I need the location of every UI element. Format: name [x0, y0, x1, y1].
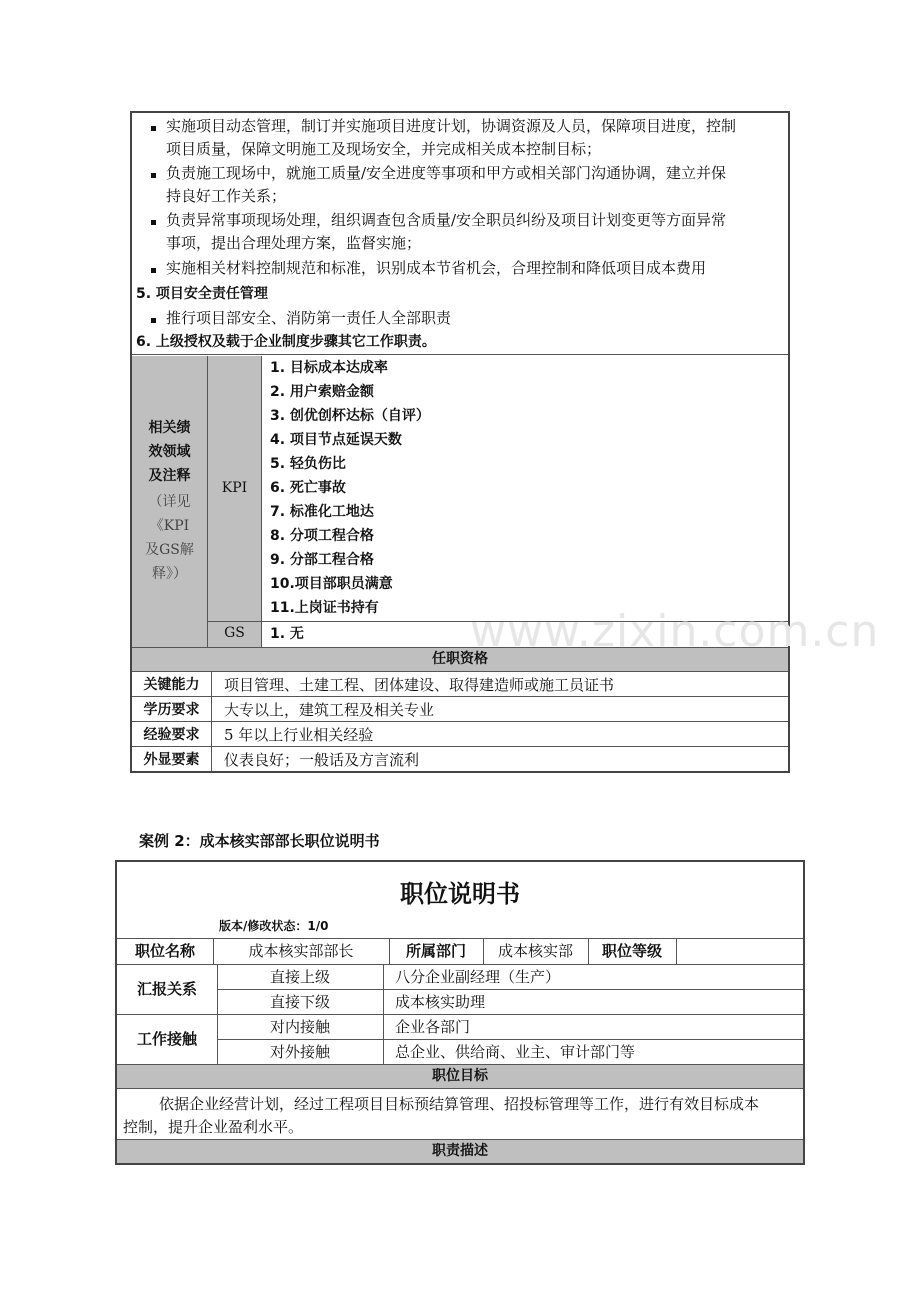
position-name: 成本核实部部长	[248, 942, 354, 960]
doc-title: 职位说明书	[400, 880, 520, 908]
bullet-icon	[151, 173, 156, 178]
position-row	[117, 939, 803, 964]
job-duties-table	[130, 111, 790, 773]
internal-contact-label: 对内接触	[269, 1018, 330, 1036]
section-heading: 6. 上级授权及载于企业制度步骤其它工作职责。	[136, 334, 436, 350]
qual-label: 关键能力	[143, 677, 200, 693]
bullet-icon	[151, 268, 156, 273]
kpi-item: 3. 创优创杯达标（自评）	[270, 408, 430, 424]
kpi-gs-label-cell	[208, 356, 261, 647]
bullet-icon	[151, 318, 156, 323]
position-name-label: 职位名称	[134, 942, 195, 960]
kpi-item: 5. 轻负伤比	[270, 456, 346, 472]
kpi-item: 2. 用户索赔金额	[270, 384, 374, 400]
section-title: 案例 2：成本核实部部长职位说明书	[139, 832, 380, 850]
kpi-item: 1. 目标成本达成率	[270, 360, 388, 376]
section-heading: 5. 项目安全责任管理	[136, 286, 268, 302]
qual-value: 仪表良好；一般话及方言流利	[224, 751, 420, 769]
relations-rows	[117, 965, 803, 1064]
gs-item: 1. 无	[270, 626, 304, 642]
external-contact-label: 对外接触	[269, 1043, 330, 1061]
report-label: 汇报关系	[136, 980, 197, 998]
qual-label: 经验要求	[143, 727, 200, 743]
qualification-header: 任职资格	[132, 648, 788, 671]
superior-value: 八分企业副经理（生产）	[395, 968, 561, 986]
subordinate-label: 直接下级	[269, 993, 330, 1011]
department: 成本核实部	[497, 942, 573, 960]
external-contact-value: 总企业、供给商、业主、审计部门等	[395, 1043, 636, 1061]
kpi-item: 10.项目部职员满意	[270, 576, 393, 592]
goal-header: 职位目标	[117, 1065, 803, 1088]
superior-label: 直接上级	[269, 968, 330, 986]
kpi-item: 8. 分项工程合格	[270, 528, 374, 544]
divider	[132, 354, 788, 355]
qual-value: 5 年以上行业相关经验	[224, 726, 374, 744]
kpi-item: 4. 项目节点延误天数	[270, 432, 402, 448]
qual-label: 学历要求	[143, 702, 200, 718]
grade-label: 职位等级	[601, 942, 662, 960]
qual-value: 项目管理、土建工程、团体建设、取得建造师或施工员证书	[224, 676, 615, 694]
contact-label: 工作接触	[136, 1030, 197, 1048]
kpi-item: 11.上岗证书持有	[270, 600, 379, 616]
subordinate-value: 成本核实助理	[395, 993, 486, 1011]
kpi-label: KPI	[221, 480, 248, 496]
perf-label-cell: 相关绩 效领域 及注释 （详见 《KPI 及GS解 释》）	[132, 356, 207, 647]
gs-label: GS	[224, 625, 245, 641]
duty-header: 职责描述	[117, 1140, 803, 1163]
bullet-icon	[151, 126, 156, 131]
kpi-item: 6. 死亡事故	[270, 480, 346, 496]
internal-contact-value: 企业各部门	[395, 1018, 471, 1036]
qual-label: 外显要素	[143, 752, 200, 768]
department-label: 所属部门	[405, 942, 466, 960]
goal-text: 依据企业经营计划，经过工程项目目标预结算管理、招投标管理等工作，进行有效目标成本 控制，提升企业盈利水平。	[123, 1095, 760, 1136]
bullet-icon	[151, 220, 156, 225]
qualification-rows	[132, 672, 788, 771]
watermark: www.zixin.com.cn	[470, 606, 880, 657]
kpi-item: 9. 分部工程合格	[270, 552, 374, 568]
kpi-item: 7. 标准化工地达	[270, 504, 374, 520]
job-description-table	[115, 860, 805, 1165]
qual-value: 大专以上，建筑工程及相关专业	[224, 701, 435, 719]
duties-section: 实施项目动态管理，制订并实施项目进度计划，协调资源及人员，保障项目进度，控制 项目质量，保障文明施工及现场安全，并完成相关成本控制目标； 负责施工现场中，就施工质量/安全进度等事项和甲方或相关部门沟通协调，建立并保 持良好工作关系； 负责异常事项现场处理，组织调查包含质量/安全职员纠纷及项目计划变更等方面异常 事项，提出合理处理方案，监督实施； 实施相关材料控制规范和标准，识别成本节省机会，合理控制和降低项目成本费用 5. 项目安全责任管理 推行项目部安全、消防第一责任人全部职责 6. 上级授权及载于企业制度步骤其它工作职责。	[132, 113, 788, 356]
version-label: 版本/修改状态：1/0	[219, 919, 329, 933]
kpi-section	[132, 356, 788, 647]
